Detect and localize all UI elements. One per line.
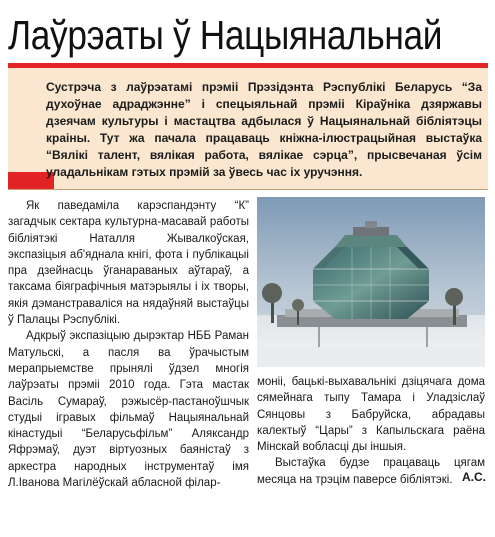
author-signature: А.С. [462,470,486,484]
national-library-photo [257,197,485,367]
library-building-illustration [257,197,485,367]
lead-divider [8,189,488,190]
body-paragraph: Адкрыў экспазіцыю дырэктар НББ Раман Матульскі, а пасля ва ўрачыстым мерапрыемстве прынялі ўдзел многія лаўрэаты прэміі 2010 года. Гэта мастак Васіль Сумараў, рэжысёр-пастаноўшчык студыі ігравых фільмаў Нацыянальнай кінастудыі “Беларусьфільм” Аляксандр Яфрэмаў, дуэт віртуозных баяністаў з аркестра народных інструментаў імя Л.Іванова Магілёўскай абласной філар- [8,330,249,490]
article-lead: Сустрэча з лаўрэатамі прэміі Прэзідэнта Рэспублікі Беларусь “За духоўнае адраджэнне” і спецыяльнай прэміі Кіраўніка дзяржавы дзеячам культуры і мастацтва адбылася ў Нацыянальнай бібліятэцы краіны. Тут жа пачала працаваць кніжна-ілюстрацыйная выстаўка “Вялікі талент, вялікая работа, вялікае сэрца”, прысвечаная ўсім уладальнікам гэтых прэмій за ўвесь час іх уручэння. [46,80,482,179]
body-paragraph: Выстаўка будзе працаваць цягам месяца на трэцім паверсе бібліятэкі. [257,457,485,486]
body-column-left [8,198,249,491]
body-paragraph: моніі, бацькі-выхавальнікі дзіцячага дома сямейнага тыпу Тамара і Уладзіслаў Сянцовы з Бабруйска, абрадавы калектыў “Цары” з Капыльскага раёна Мінскай вобласці ды іншыя. [257,376,485,454]
article-headline: Лаўрэаты ў Нацыянальнай [8,12,443,58]
body-paragraph: Як паведаміла карэспандэнту “К” загадчык сектара культурна-масавай работы бібліятэкі Наталля Жывалкоўская, экспазіцыя аб'яднала кнігі, фота і публікацыі пра дзейнасць ўганараваных аўтараў, а таксама біяграфічныя матэрыялы і іх творы, якія дэманстраваліся на нядаўняй выстаўцы ў Палацы Рэспублікі. [8,200,249,327]
